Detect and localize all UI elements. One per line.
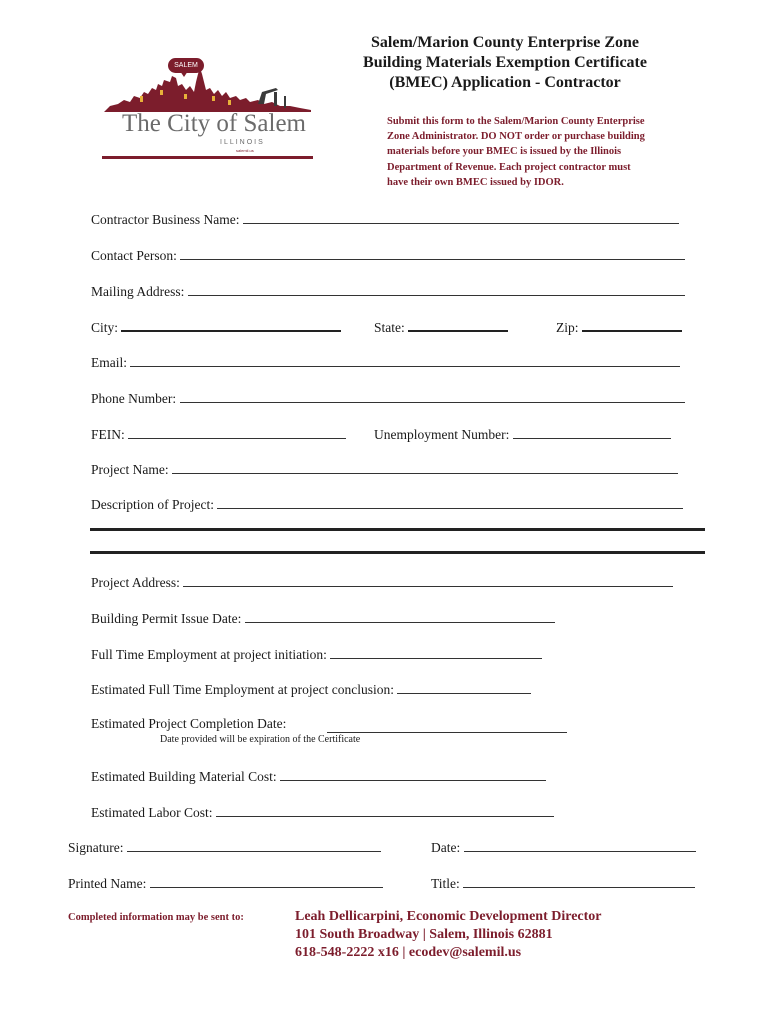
title-line-3: (BMEC) Application - Contractor bbox=[389, 74, 621, 91]
notice-line-3: materials before your BMEC is issued by the Illinois bbox=[387, 146, 622, 158]
unemployment-field[interactable] bbox=[513, 425, 671, 439]
fein-label: FEIN: bbox=[91, 427, 125, 442]
city-of-salem-logo bbox=[100, 52, 315, 160]
project-name-field[interactable] bbox=[172, 460, 678, 474]
signature-row bbox=[68, 838, 381, 856]
email-field[interactable] bbox=[130, 353, 680, 367]
description-field[interactable] bbox=[217, 495, 683, 509]
labor-cost-row bbox=[91, 803, 554, 821]
printed-name-row bbox=[68, 874, 383, 892]
contact-name: Leah Dellicarpini, Economic Development Director bbox=[295, 909, 602, 924]
fte-initiation-field[interactable] bbox=[330, 645, 542, 659]
project-address-label: Project Address: bbox=[91, 575, 180, 590]
signature-field[interactable] bbox=[127, 838, 381, 852]
labor-cost-label: Estimated Labor Cost: bbox=[91, 805, 213, 820]
form-title bbox=[330, 33, 680, 93]
fein-row bbox=[91, 425, 346, 443]
description-row bbox=[91, 495, 683, 513]
phone-row bbox=[91, 389, 685, 407]
completion-date-label: Estimated Project Completion Date: bbox=[91, 716, 287, 731]
fein-field[interactable] bbox=[128, 425, 346, 439]
contact-person-label: Contact Person: bbox=[91, 248, 177, 263]
contact-person-field[interactable] bbox=[180, 246, 685, 260]
title-line-1: Salem/Marion County Enterprise Zone bbox=[371, 34, 639, 51]
phone-label: Phone Number: bbox=[91, 391, 177, 406]
footer-contact bbox=[295, 908, 602, 962]
state-label: State: bbox=[374, 320, 405, 335]
title-row bbox=[431, 874, 695, 892]
notice-line-5: have their own BMEC issued by IDOR. bbox=[387, 176, 564, 188]
description-line-2[interactable] bbox=[90, 528, 705, 531]
project-name-label: Project Name: bbox=[91, 462, 169, 477]
signature-label: Signature: bbox=[68, 840, 124, 855]
permit-date-field[interactable] bbox=[245, 609, 555, 623]
state-row bbox=[374, 317, 508, 336]
email-label: Email: bbox=[91, 355, 127, 370]
labor-cost-field[interactable] bbox=[216, 803, 554, 817]
fte-initiation-row bbox=[91, 645, 542, 663]
description-line-3[interactable] bbox=[90, 551, 705, 554]
notice-line-4: Department of Revenue. Each project contractor must bbox=[387, 161, 631, 173]
date-field[interactable] bbox=[464, 838, 696, 852]
business-name-field[interactable] bbox=[243, 210, 679, 224]
city-field[interactable] bbox=[121, 317, 341, 332]
logo-bubble: SALEM bbox=[168, 58, 204, 73]
skyline-graphic-icon bbox=[100, 66, 315, 112]
notice-line-2: Zone Administrator. DO NOT order or purchase building bbox=[387, 131, 645, 143]
title-line-2: Building Materials Exemption Certificate bbox=[363, 54, 647, 71]
material-cost-field[interactable] bbox=[280, 767, 546, 781]
city-row bbox=[91, 317, 341, 336]
completion-date-note: Date provided will be expiration of the Certificate bbox=[160, 734, 361, 745]
zip-field[interactable] bbox=[582, 317, 682, 332]
fte-conclusion-field[interactable] bbox=[397, 680, 531, 694]
completion-date-field[interactable] bbox=[327, 719, 567, 733]
mailing-address-row bbox=[91, 282, 685, 300]
unemployment-label: Unemployment Number: bbox=[374, 427, 510, 442]
date-label: Date: bbox=[431, 840, 461, 855]
fte-conclusion-row bbox=[91, 680, 531, 698]
title-label: Title: bbox=[431, 876, 460, 891]
logo-bubble-tail bbox=[180, 71, 188, 77]
contact-phone-email[interactable]: 618-548-2222 x16 | ecodev@salemil.us bbox=[295, 945, 522, 960]
submission-notice bbox=[387, 114, 712, 190]
zip-row bbox=[556, 317, 682, 336]
printed-name-label: Printed Name: bbox=[68, 876, 147, 891]
date-row bbox=[431, 838, 696, 856]
business-name-row bbox=[91, 210, 679, 228]
phone-field[interactable] bbox=[180, 389, 685, 403]
fte-conclusion-label: Estimated Full Time Employment at project conclusion: bbox=[91, 682, 394, 697]
footer-send-label: Completed information may be sent to: bbox=[68, 912, 244, 923]
project-address-row bbox=[91, 573, 673, 591]
permit-date-label: Building Permit Issue Date: bbox=[91, 611, 242, 626]
zip-label: Zip: bbox=[556, 320, 579, 335]
mailing-address-label: Mailing Address: bbox=[91, 284, 185, 299]
material-cost-label: Estimated Building Material Cost: bbox=[91, 769, 277, 784]
logo-url: salemil.us bbox=[236, 148, 254, 153]
business-name-label: Contractor Business Name: bbox=[91, 212, 240, 227]
contact-person-row bbox=[91, 246, 685, 264]
notice-line-1: Submit this form to the Salem/Marion County Enterprise bbox=[387, 116, 645, 127]
logo-city-name: The City of Salem bbox=[122, 110, 306, 137]
state-field[interactable] bbox=[408, 317, 508, 332]
contact-address: 101 South Broadway | Salem, Illinois 62881 bbox=[295, 927, 553, 942]
description-label: Description of Project: bbox=[91, 497, 214, 512]
fte-initiation-label: Full Time Employment at project initiation: bbox=[91, 647, 327, 662]
email-row bbox=[91, 353, 680, 371]
printed-name-field[interactable] bbox=[150, 874, 383, 888]
unemployment-row bbox=[374, 425, 671, 443]
logo-state: ILLINOIS bbox=[220, 139, 265, 146]
project-name-row bbox=[91, 460, 678, 478]
title-field[interactable] bbox=[463, 874, 695, 888]
mailing-address-field[interactable] bbox=[188, 282, 685, 296]
completion-date-row bbox=[91, 716, 286, 732]
material-cost-row bbox=[91, 767, 546, 785]
project-address-field[interactable] bbox=[183, 573, 673, 587]
logo-underline bbox=[102, 156, 313, 159]
permit-date-row bbox=[91, 609, 555, 627]
city-label: City: bbox=[91, 320, 119, 335]
